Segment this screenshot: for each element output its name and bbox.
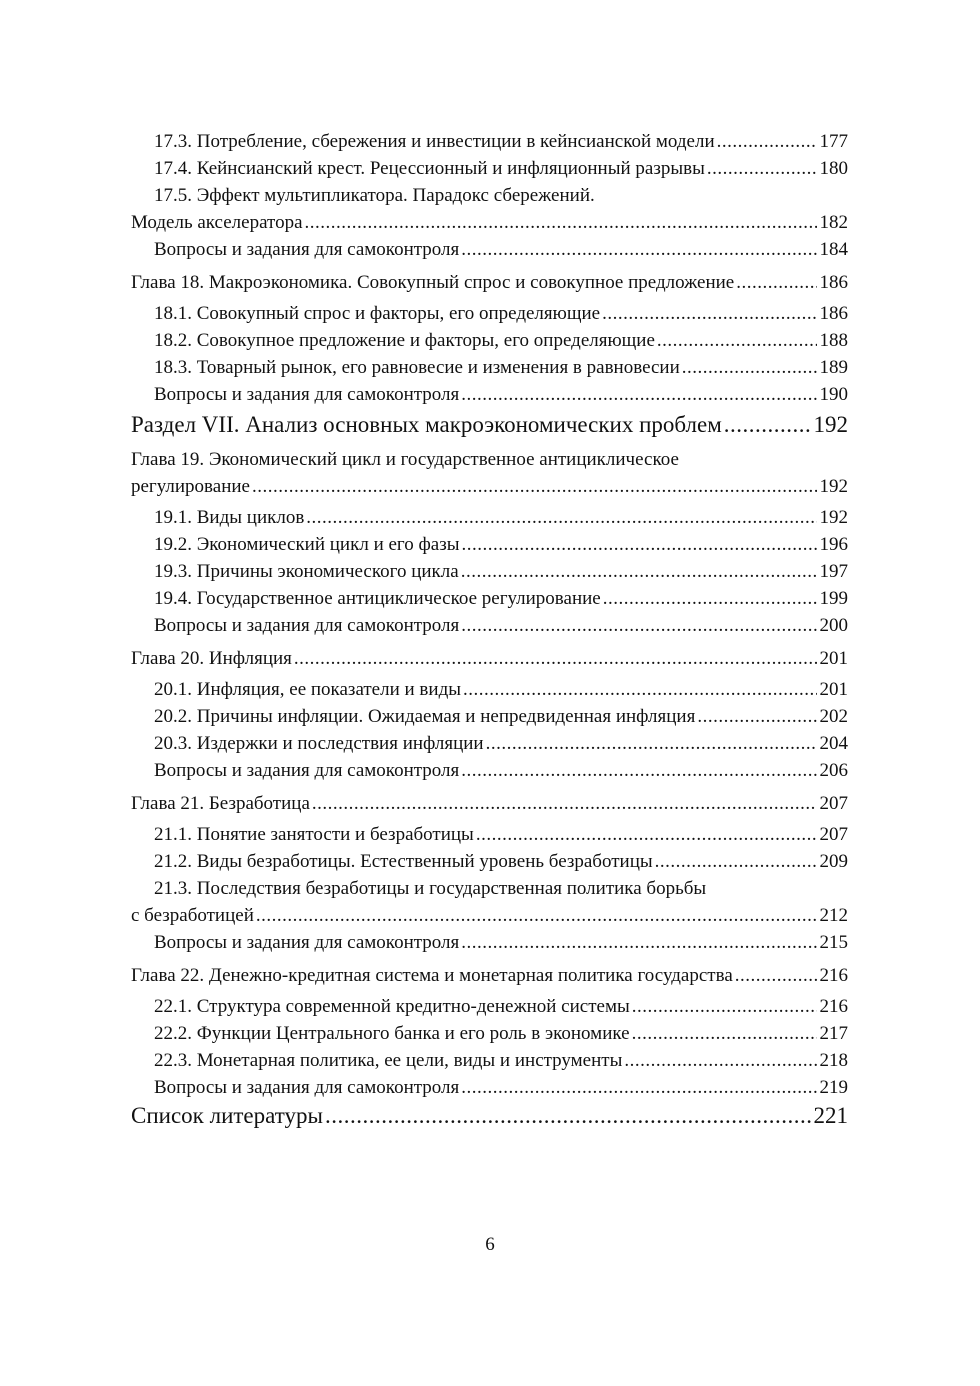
toc-entry-page: 212 bbox=[819, 905, 848, 926]
toc-entry-21-1 bbox=[131, 821, 848, 848]
toc-leader-dots bbox=[717, 128, 817, 155]
toc-entry-title: 19.3. Причины экономического цикла bbox=[154, 561, 459, 582]
toc-entry-title: 19.1. Виды циклов bbox=[154, 507, 305, 528]
toc-entry-19-3 bbox=[131, 558, 848, 585]
toc-entry-20-1 bbox=[131, 676, 848, 703]
toc-entry-title: Вопросы и задания для самоконтроля bbox=[154, 932, 460, 953]
toc-entry-page: 204 bbox=[819, 733, 848, 754]
toc-entry-17-3 bbox=[131, 128, 848, 155]
toc-leader-dots bbox=[461, 929, 816, 956]
toc-entry-title: 20.2. Причины инфляции. Ожидаемая и непредвиденная инфляция bbox=[154, 706, 696, 727]
toc-entry-page: 177 bbox=[819, 131, 848, 152]
toc-leader-dots bbox=[461, 612, 816, 639]
toc-entry-chapter-18 bbox=[131, 269, 848, 296]
toc-leader-dots bbox=[735, 962, 817, 989]
toc-entry-17-5 bbox=[131, 182, 848, 236]
toc-entry-title-line1: 17.5. Эффект мультипликатора. Парадокс сбережений. bbox=[154, 185, 595, 206]
toc-entry-page: 221 bbox=[813, 1103, 848, 1128]
toc-entry-page: 189 bbox=[819, 357, 848, 378]
toc-entry-page: 201 bbox=[819, 648, 848, 669]
toc-entry-chapter-21 bbox=[131, 790, 848, 817]
toc-leader-dots bbox=[312, 790, 817, 817]
toc-entry-page: 217 bbox=[819, 1023, 848, 1044]
toc-entry-page: 216 bbox=[819, 965, 848, 986]
toc-leader-dots bbox=[462, 531, 817, 558]
toc-entry-title-line2: регулирование bbox=[131, 476, 250, 497]
toc-entry-page: 199 bbox=[819, 588, 848, 609]
toc-leader-dots bbox=[655, 848, 817, 875]
toc-entry-title: 18.2. Совокупное предложение и факторы, его определяющие bbox=[154, 330, 655, 351]
toc-entry-page: 186 bbox=[819, 272, 848, 293]
toc-entry-page: 192 bbox=[819, 476, 848, 497]
toc-entry-title: 18.1. Совокупный спрос и факторы, его определяющие bbox=[154, 303, 601, 324]
toc-entry-page: 180 bbox=[819, 158, 848, 179]
toc-entry-page: 218 bbox=[819, 1050, 848, 1071]
toc-entry-21-3 bbox=[131, 875, 848, 929]
toc-entry-page: 197 bbox=[819, 561, 848, 582]
toc-leader-dots bbox=[461, 558, 817, 585]
toc-entry-questions-22 bbox=[131, 1074, 848, 1101]
toc-entry-18-3 bbox=[131, 354, 848, 381]
toc-entry-title: Глава 18. Макроэкономика. Совокупный спрос и совокупное предложение bbox=[131, 272, 735, 293]
toc-leader-dots bbox=[697, 703, 816, 730]
toc-entry-page: 192 bbox=[813, 412, 848, 437]
toc-entry-title: Глава 22. Денежно-кредитная система и монетарная политика государства bbox=[131, 965, 733, 986]
toc-leader-dots bbox=[325, 1101, 811, 1131]
toc-entry-title: 19.4. Государственное антициклическое регулирование bbox=[154, 588, 601, 609]
toc-entry-title: Глава 20. Инфляция bbox=[131, 648, 292, 669]
toc-entry-page: 190 bbox=[819, 384, 848, 405]
toc-entry-title-line2: Модель акселератора bbox=[131, 212, 303, 233]
toc-entry-title: 17.4. Кейнсианский крест. Рецессионный и инфляционный разрывы bbox=[154, 158, 705, 179]
toc-entry-page: 202 bbox=[819, 706, 848, 727]
toc-entry-page: 201 bbox=[819, 679, 848, 700]
toc-entry-page: 215 bbox=[819, 932, 848, 953]
toc-leader-dots bbox=[724, 410, 811, 440]
toc-leader-dots bbox=[632, 1020, 817, 1047]
toc-entry-title: 21.2. Виды безработицы. Естественный уровень безработицы bbox=[154, 851, 653, 872]
toc-entry-title: Раздел VII. Анализ основных макроэкономических проблем bbox=[131, 412, 722, 437]
toc-entry-questions-19 bbox=[131, 612, 848, 639]
toc-entry-19-1 bbox=[131, 504, 848, 531]
toc-entry-title: 17.3. Потребление, сбережения и инвестиции в кейнсианской модели bbox=[154, 131, 715, 152]
toc-entry-chapter-19 bbox=[131, 446, 848, 500]
toc-leader-dots bbox=[657, 327, 817, 354]
toc-entry-questions-18 bbox=[131, 381, 848, 408]
toc-entry-chapter-22 bbox=[131, 962, 848, 989]
toc-leader-dots bbox=[707, 155, 817, 182]
toc-entry-title: Вопросы и задания для самоконтроля bbox=[154, 1077, 460, 1098]
toc-leader-dots bbox=[461, 236, 816, 263]
toc-entry-page: 200 bbox=[819, 615, 848, 636]
toc-leader-dots bbox=[461, 757, 816, 784]
toc-entry-page: 188 bbox=[819, 330, 848, 351]
toc-entry-section-7 bbox=[131, 410, 848, 440]
toc-leader-dots bbox=[306, 504, 816, 531]
toc-entry-page: 216 bbox=[819, 996, 848, 1017]
toc-entry-title: 21.1. Понятие занятости и безработицы bbox=[154, 824, 474, 845]
toc-entry-title: 19.2. Экономический цикл и его фазы bbox=[154, 534, 460, 555]
toc-entry-title: 22.2. Функции Центрального банка и его роль в экономике bbox=[154, 1023, 630, 1044]
toc-entry-20-3 bbox=[131, 730, 848, 757]
page-number: 6 bbox=[485, 1234, 495, 1255]
toc-entry-chapter-20 bbox=[131, 645, 848, 672]
toc-leader-dots bbox=[486, 730, 817, 757]
toc-entry-bibliography bbox=[131, 1101, 848, 1131]
toc-entry-title-line1: 21.3. Последствия безработицы и государственная политика борьбы bbox=[154, 878, 707, 899]
toc-leader-dots bbox=[463, 676, 816, 703]
toc-leader-dots bbox=[252, 473, 817, 500]
toc-entry-19-2 bbox=[131, 531, 848, 558]
table-of-contents bbox=[131, 128, 848, 1131]
toc-entry-page: 207 bbox=[819, 793, 848, 814]
toc-entry-page: 192 bbox=[819, 507, 848, 528]
toc-leader-dots bbox=[294, 645, 817, 672]
toc-entry-title: Вопросы и задания для самоконтроля bbox=[154, 384, 460, 405]
toc-entry-17-4 bbox=[131, 155, 848, 182]
toc-leader-dots bbox=[682, 354, 817, 381]
toc-entry-18-1 bbox=[131, 300, 848, 327]
toc-entry-page: 209 bbox=[819, 851, 848, 872]
toc-leader-dots bbox=[476, 821, 817, 848]
toc-entry-21-2 bbox=[131, 848, 848, 875]
toc-entry-title: Вопросы и задания для самоконтроля bbox=[154, 239, 460, 260]
toc-entry-page: 182 bbox=[819, 212, 848, 233]
toc-entry-questions-20 bbox=[131, 757, 848, 784]
toc-entry-title: Вопросы и задания для самоконтроля bbox=[154, 615, 460, 636]
toc-entry-page: 184 bbox=[819, 239, 848, 260]
toc-entry-22-3 bbox=[131, 1047, 848, 1074]
toc-entry-questions-17 bbox=[131, 236, 848, 263]
toc-entry-title: 20.3. Издержки и последствия инфляции bbox=[154, 733, 484, 754]
toc-leader-dots bbox=[624, 1047, 816, 1074]
toc-entry-19-4 bbox=[131, 585, 848, 612]
toc-leader-dots bbox=[736, 269, 816, 296]
toc-entry-title-line1: Глава 19. Экономический цикл и государственное антициклическое bbox=[131, 449, 679, 470]
toc-entry-page: 196 bbox=[819, 534, 848, 555]
toc-entry-title: 22.3. Монетарная политика, ее цели, виды и инструменты bbox=[154, 1050, 623, 1071]
toc-leader-dots bbox=[461, 381, 816, 408]
toc-entry-page: 207 bbox=[819, 824, 848, 845]
toc-entry-22-2 bbox=[131, 1020, 848, 1047]
toc-leader-dots bbox=[603, 585, 817, 612]
toc-entry-title: Вопросы и задания для самоконтроля bbox=[154, 760, 460, 781]
toc-entry-title: 18.3. Товарный рынок, его равновесие и изменения в равновесии bbox=[154, 357, 680, 378]
toc-leader-dots bbox=[461, 1074, 816, 1101]
toc-entry-questions-21 bbox=[131, 929, 848, 956]
toc-entry-page: 206 bbox=[819, 760, 848, 781]
toc-entry-page: 219 bbox=[819, 1077, 848, 1098]
toc-entry-title: Список литературы bbox=[131, 1103, 323, 1128]
toc-leader-dots bbox=[305, 209, 817, 236]
toc-entry-page: 186 bbox=[819, 303, 848, 324]
toc-leader-dots bbox=[256, 902, 817, 929]
toc-entry-20-2 bbox=[131, 703, 848, 730]
toc-entry-title: Глава 21. Безработица bbox=[131, 793, 310, 814]
toc-entry-title: 20.1. Инфляция, ее показатели и виды bbox=[154, 679, 462, 700]
toc-leader-dots bbox=[602, 300, 816, 327]
toc-entry-title-line2: с безработицей bbox=[131, 905, 254, 926]
toc-entry-18-2 bbox=[131, 327, 848, 354]
toc-leader-dots bbox=[632, 993, 817, 1020]
toc-entry-22-1 bbox=[131, 993, 848, 1020]
toc-entry-title: 22.1. Структура современной кредитно-денежной системы bbox=[154, 996, 630, 1017]
